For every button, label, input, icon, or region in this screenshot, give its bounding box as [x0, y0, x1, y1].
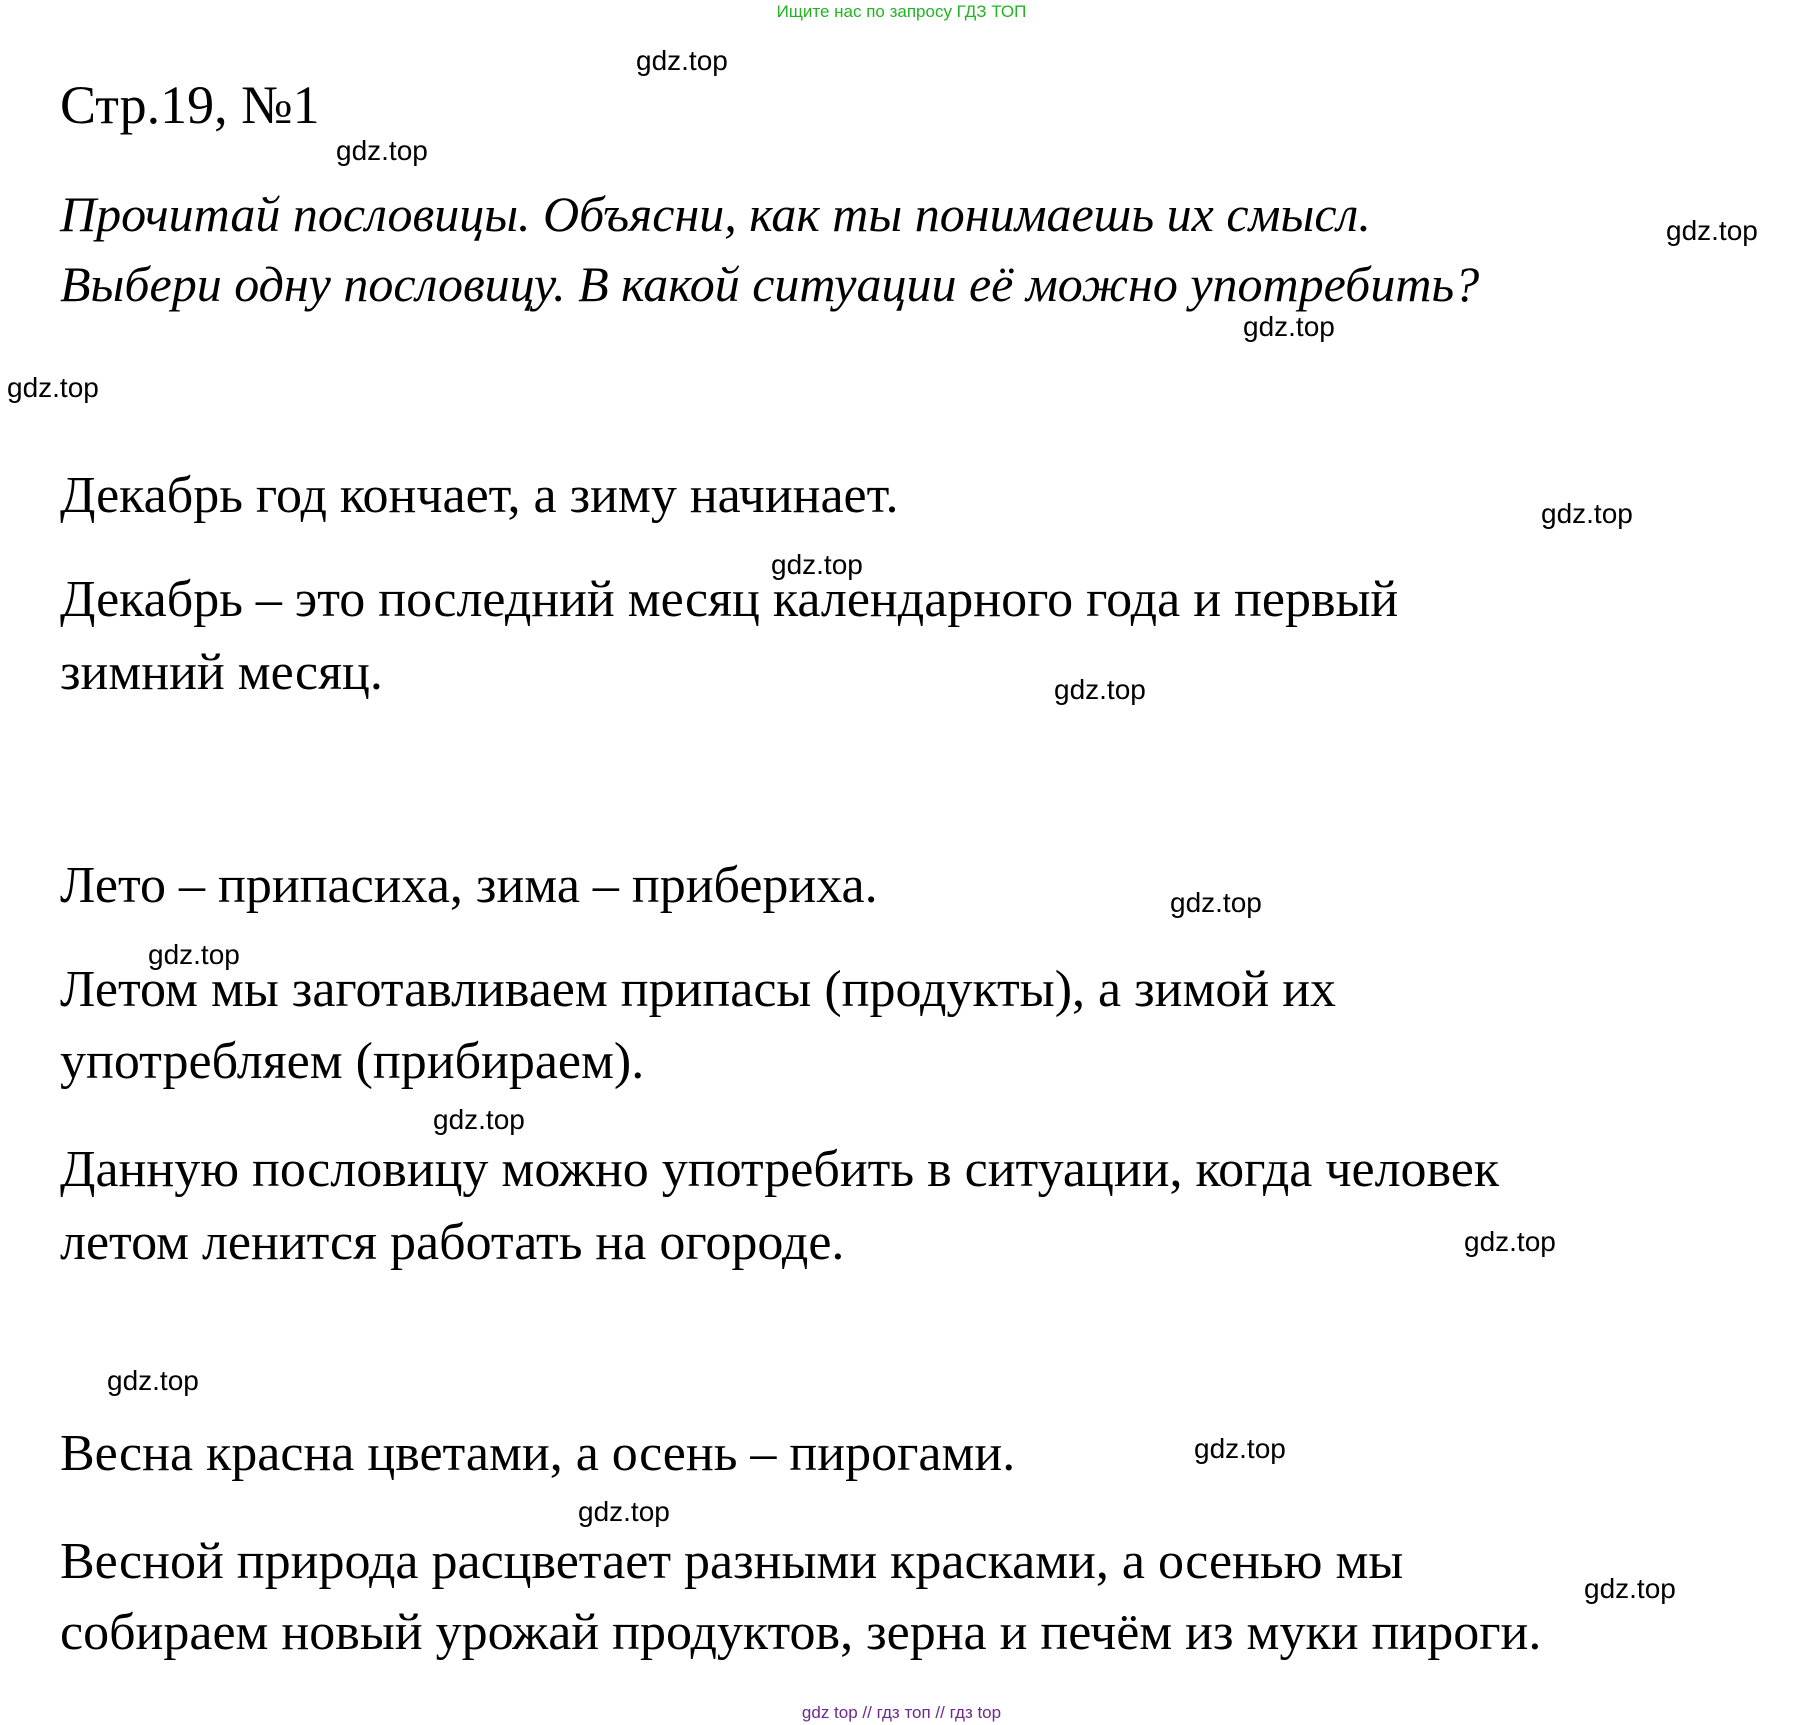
- task-line-2: Выбери одну пословицу. В какой ситуации её можно употребить?: [60, 256, 1480, 312]
- watermark: gdz.top: [1243, 311, 1335, 342]
- watermark: gdz.top: [1541, 498, 1633, 529]
- watermark: gdz.top: [1464, 1226, 1556, 1257]
- watermark: gdz.top: [107, 1365, 199, 1396]
- proverb-1: Декабрь год кончает, а зиму начинает.: [60, 467, 899, 524]
- watermark: gdz.top: [148, 939, 240, 970]
- watermark: gdz.top: [1194, 1433, 1286, 1464]
- proverb-1-explanation-line-2: зимний месяц.: [60, 644, 383, 701]
- watermark: gdz.top: [433, 1104, 525, 1135]
- proverb-3-explanation-line-2: собираем новый урожай продуктов, зерна и печём из муки пироги.: [60, 1604, 1542, 1661]
- task-line-1: Прочитай пословицы. Объясни, как ты понимаешь их смысл.: [60, 186, 1371, 242]
- proverb-3: Весна красна цветами, а осень – пирогами.: [60, 1425, 1016, 1482]
- footer-watermark: gdz top // гдз топ // гдз top: [801, 1703, 1002, 1722]
- watermark: gdz.top: [7, 372, 99, 403]
- proverb-1-explanation-line-1: Декабрь – это последний месяц календарного года и первый: [60, 571, 1399, 628]
- proverb-2: Лето – припасиха, зима – прибериха.: [60, 857, 878, 914]
- watermark: gdz.top: [771, 549, 863, 580]
- proverb-3-explanation-line-1: Весной природа расцветает разными красками, а осенью мы: [60, 1533, 1404, 1590]
- watermark: gdz.top: [636, 45, 728, 76]
- watermark: gdz.top: [1584, 1573, 1676, 1604]
- watermark: gdz.top: [1666, 215, 1758, 246]
- proverb-2-situation-line-2: летом ленится работать на огороде.: [60, 1214, 845, 1271]
- proverb-2-explanation-line-1: Летом мы заготавливаем припасы (продукты), а зимой их: [60, 961, 1337, 1018]
- watermark: gdz.top: [1170, 887, 1262, 918]
- proverb-2-situation-line-1: Данную пословицу можно употребить в ситуации, когда человек: [60, 1141, 1500, 1198]
- page-heading: Стр.19, №1: [60, 75, 320, 135]
- top-banner: Ищите нас по запросу ГДЗ ТОП: [776, 2, 1027, 21]
- watermark: gdz.top: [578, 1496, 670, 1527]
- watermark: gdz.top: [336, 135, 428, 166]
- watermark: gdz.top: [1054, 674, 1146, 705]
- proverb-2-explanation-line-2: употребляем (прибираем).: [60, 1033, 645, 1090]
